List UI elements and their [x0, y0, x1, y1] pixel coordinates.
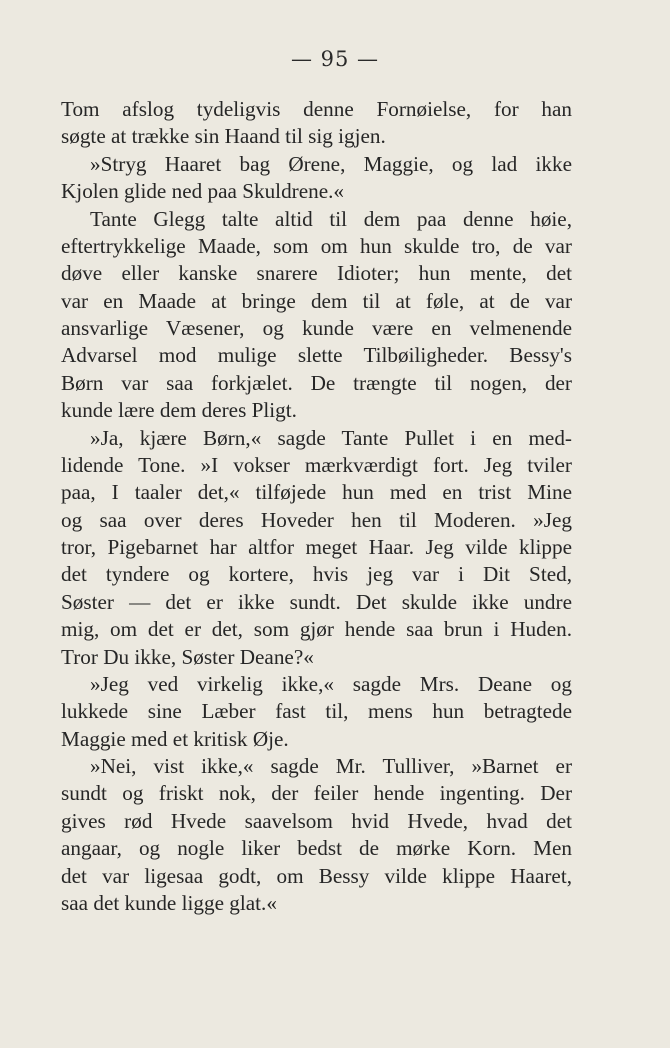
text-line: tror, Pigebarnet har altfor meget Haar. Jeg vilde klippe [61, 535, 572, 559]
text-line: lidende Tone. »I vokser mærkværdigt fort. Jeg tviler [61, 452, 572, 477]
text-line: »Jeg ved virkelig ikke,« sagde Mrs. Deane og [90, 671, 572, 696]
text-line: lukkede sine Læber fast til, mens hun betragtede [61, 699, 572, 724]
text-line: Advarsel mod mulige slette Tilbøiligheder. Bessy's [61, 343, 572, 368]
text-line: Kjolen glide ned paa Skuldrene.« [61, 179, 345, 204]
text-line: eftertrykkelige Maade, som om hun skulde tro, de var [61, 233, 572, 258]
text-line: ansvarlige Væsener, og kunde være en velmenende [61, 316, 572, 340]
text-line: Tante Glegg talte altid til dem paa denne høie, [90, 206, 572, 231]
page-number: — 95 — [290, 47, 380, 71]
text-line: paa, I taaler det,« tilføjede hun med en trist Mine [61, 480, 572, 505]
text-line: Børn var saa forkjælet. De trængte til nogen, der [61, 370, 572, 395]
text-line: var en Maade at bringe dem til at føle, at de var [61, 288, 572, 313]
text-line: mig, om det er det, som gjør hende saa brun i Huden. [61, 617, 572, 642]
text-line: »Nei, vist ikke,« sagde Mr. Tulliver, »Barnet er [90, 754, 572, 778]
text-line: gives rød Hvede saavelsom hvid Hvede, hvad det [61, 808, 572, 833]
text-line: søgte at trække sin Haand til sig igjen. [61, 124, 386, 149]
text-line: »Stryg Haaret bag Ørene, Maggie, og lad ikke [90, 151, 572, 176]
text-line: Tom afslog tydeligvis denne Fornøielse, for han [61, 97, 572, 121]
text-line: døve eller kanske snarere Idioter; hun mente, det [61, 261, 572, 286]
text-line: sundt og friskt nok, der feiler hende ingenting. Der [61, 781, 572, 806]
text-line: »Ja, kjære Børn,« sagde Tante Pullet i en med- [90, 425, 572, 450]
text-line: det var ligesaa godt, om Bessy vilde klippe Haaret, [61, 863, 572, 888]
text-line: og saa over deres Hoveder hen til Moderen. »Jeg [61, 507, 572, 532]
text-line: Maggie med et kritisk Øje. [61, 726, 289, 751]
text-line: angaar, og nogle liker bedst de mørke Korn. Men [61, 836, 572, 861]
text-line: det tyndere og kortere, hvis jeg var i Dit Sted, [61, 562, 572, 587]
text-line: saa det kunde ligge glat.« [61, 890, 277, 915]
text-line: kunde lære dem deres Pligt. [61, 398, 297, 423]
text-line: Tror Du ikke, Søster Deane?« [61, 644, 314, 669]
body-text [61, 96, 572, 917]
text-line: Søster — det er ikke sundt. Det skulde ikke undre [61, 589, 572, 614]
